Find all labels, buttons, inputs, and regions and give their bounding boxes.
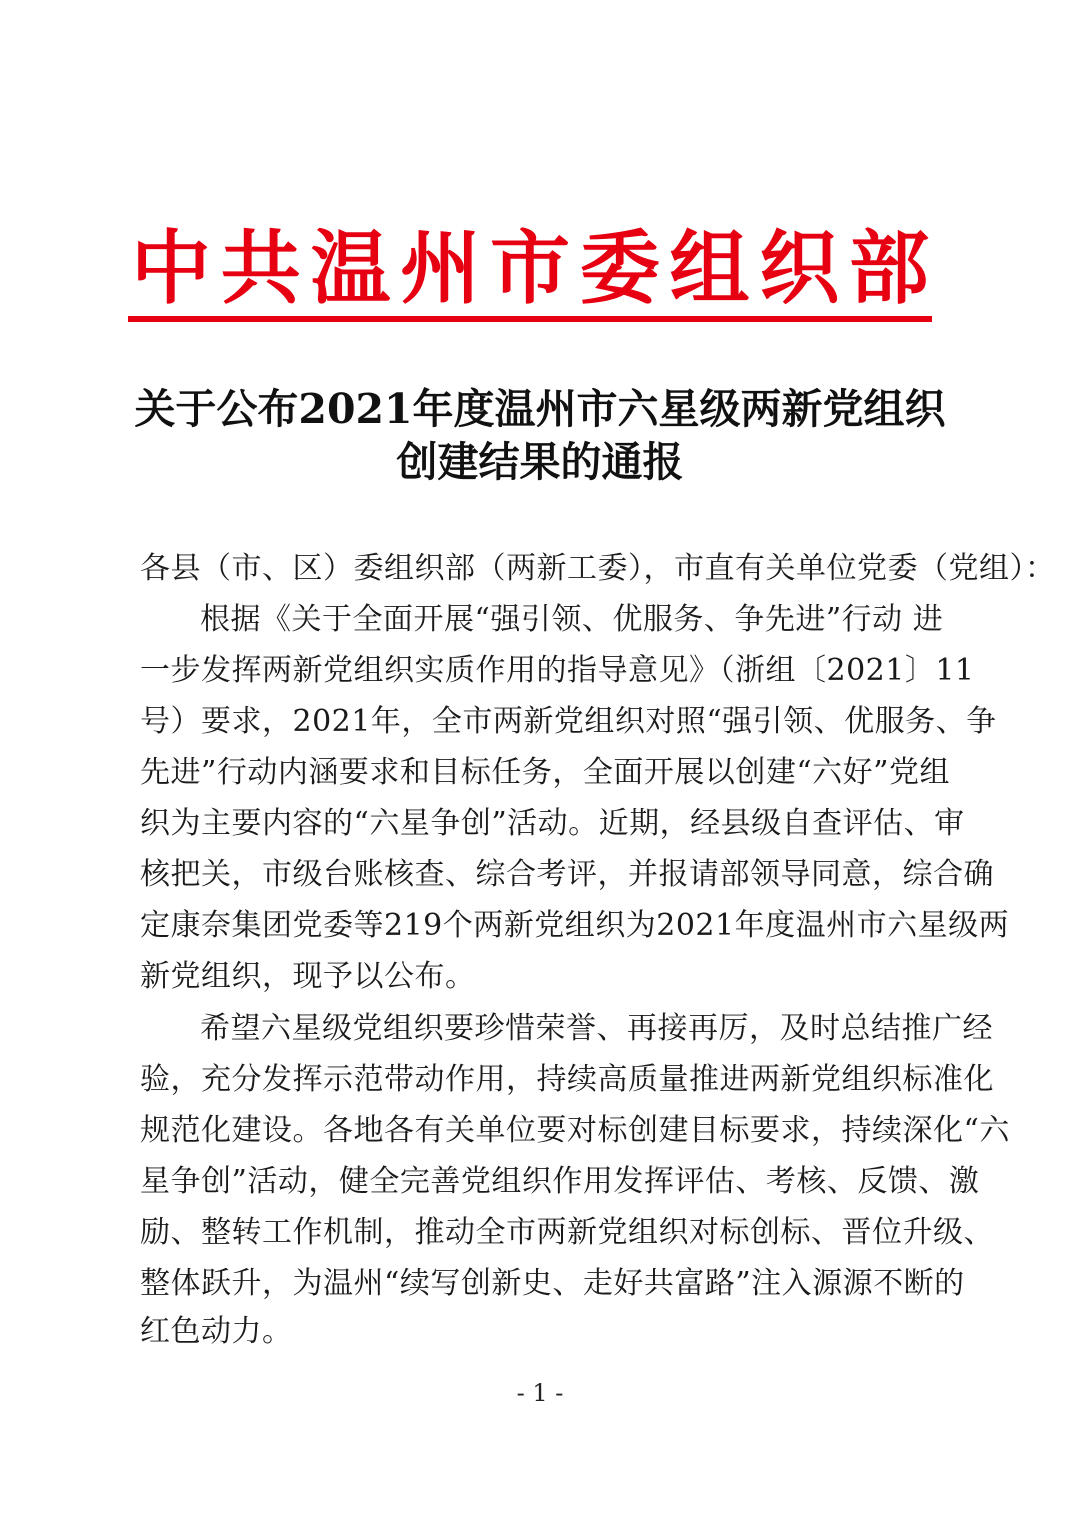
masthead-red-rule <box>128 316 932 322</box>
paragraph-1-line: 先进”行动内涵要求和目标任务，全面开展以创建“六好”党组 <box>140 755 951 790</box>
masthead-char: 温 <box>310 221 391 315</box>
document-title-line-1: 关于公布2021年度温州市六星级两新党组织 <box>134 385 946 433</box>
paragraph-1-line: 织为主要内容的“六星争创”活动。近期，经县级自查评估、审 <box>140 806 965 841</box>
paragraph-2-line: 星争创”活动，健全完善党组织作用发挥评估、考核、反馈、激 <box>140 1164 980 1199</box>
masthead-char: 共 <box>220 221 301 315</box>
paragraph-1-line: 核把关，市级台账核查、综合考评，并报请部领导同意，综合确 <box>140 857 994 892</box>
salutation: 各县（市、区）委组织部（两新工委），市直有关单位党委（党组）： <box>140 551 1056 586</box>
paragraph-1-line: 号）要求，2021年，全市两新党组织对照“强引领、优服务、争 <box>140 704 997 739</box>
document-title-line-2: 创建结果的通报 <box>396 438 684 486</box>
masthead-char: 织 <box>759 221 840 315</box>
masthead-char: 组 <box>669 221 750 315</box>
page-number: - 1 - <box>516 1379 564 1407</box>
masthead-char: 市 <box>490 221 570 315</box>
masthead-char: 委 <box>579 221 660 315</box>
paragraph-2-line: 希望六星级党组织要珍惜荣誉、再接再厉，及时总结推广经 <box>200 1011 993 1046</box>
masthead-char: 州 <box>400 221 481 315</box>
masthead-char: 部 <box>849 221 929 315</box>
paragraph-1-line: 根据《关于全面开展“强引领、优服务、争先进”行动 进 <box>200 602 944 637</box>
masthead-char: 中 <box>131 221 211 315</box>
paragraph-2-line: 整体跃升，为温州“续写创新史、走好共富路”注入源源不断的 <box>140 1266 965 1301</box>
paragraph-2-line: 规范化建设。各地各有关单位要对标创建目标要求，持续深化“六 <box>140 1113 1010 1148</box>
paragraph-2-line: 验，充分发挥示范带动作用，持续高质量推进两新党组织标准化 <box>140 1062 994 1097</box>
paragraph-1-line: 定康奈集团党委等219个两新党组织为2021年度温州市六星级两 <box>140 908 1010 943</box>
paragraph-2-line: 红色动力。 <box>140 1314 293 1349</box>
paragraph-1-line: 一步发挥两新党组织实质作用的指导意见》（浙组〔2021〕11 <box>140 653 975 688</box>
paragraph-1-line: 新党组织，现予以公布。 <box>140 959 476 994</box>
masthead-organization-name <box>128 222 932 314</box>
paragraph-2-line: 励、整转工作机制，推动全市两新党组织对标创标、晋位升级、 <box>140 1215 994 1250</box>
